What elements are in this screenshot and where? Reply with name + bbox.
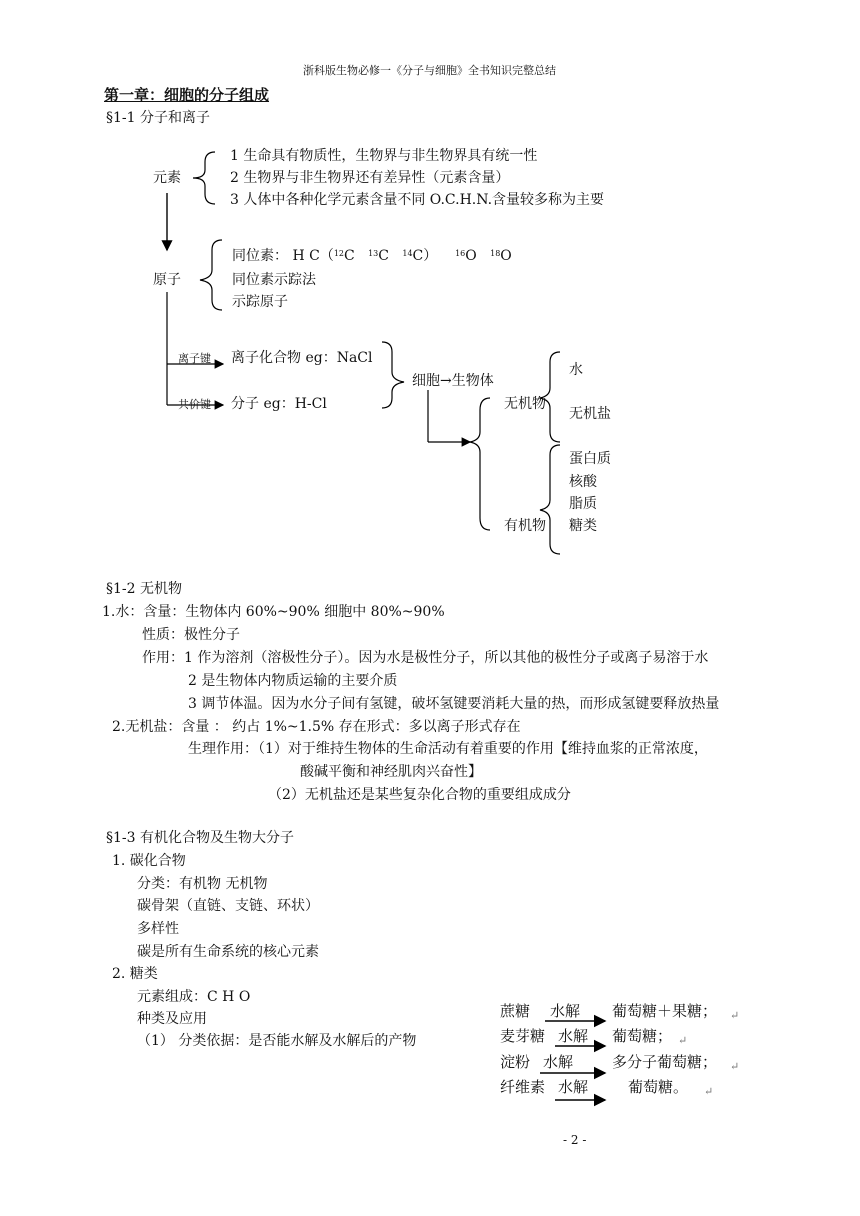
water-content: 1.水：含量：生物体内 60%~90% 细胞中 80%~90% (102, 604, 445, 620)
carbon-line-2: 碳骨架（直链、支链、环状） (137, 898, 319, 914)
section-1-3-heading: §1-3 有机化合物及生物大分子 (106, 830, 294, 846)
sugar-line-1: 元素组成：C H O (137, 989, 251, 1005)
carbon-line-3: 多样性 (137, 921, 179, 937)
element-point-1: 1 生命具有物质性，生物界与非生物界具有统一性 (230, 148, 538, 164)
section-1-2-heading: §1-2 无机物 (106, 581, 182, 597)
carbon-line-4: 碳是所有生命系统的核心元素 (137, 944, 319, 960)
reaction-2-reactant: 麦芽糖 (500, 1027, 546, 1045)
organic-brace (540, 445, 560, 554)
element-label: 元素 (153, 170, 181, 186)
reaction-4-reactant: 纤维素 (500, 1078, 546, 1096)
reaction-2-condition: 水解 (558, 1027, 589, 1045)
return-mark-2: ↵ (678, 1034, 688, 1047)
reaction-2-product: 葡萄糖； (612, 1027, 673, 1045)
organic-item-sugar: 糖类 (569, 518, 597, 534)
class-brace (470, 398, 490, 530)
organic-item-protein: 蛋白质 (569, 451, 611, 467)
reaction-4-condition: 水解 (558, 1078, 589, 1096)
element-brace (193, 152, 215, 204)
carbon-line-1: 分类：有机物 无机物 (137, 876, 268, 892)
reaction-4-product: 葡萄糖。 (628, 1078, 689, 1096)
element-point-2: 2 生物界与非生物界还有差异性（元素含量） (230, 170, 510, 186)
reaction-1-condition: 水解 (550, 1002, 581, 1020)
reaction-1-reactant: 蔗糖 (500, 1002, 531, 1020)
water-nature: 性质：极性分子 (142, 627, 240, 643)
salt-content: 2.无机盐：含量 ： 约占 1%~1.5% 存在形式：多以离子形式存在 (112, 719, 521, 735)
cell-to-organism: 细胞→生物体 (412, 373, 494, 389)
isotope-line: 同位素： H C（$^{12}$C $^{13}$C $^{14}$C） $^{16}$O $^{18}$O (232, 248, 512, 264)
salt-physiology-1b: 酸碱平衡和神经肌肉兴奋性】 (300, 764, 482, 780)
reaction-3-reactant: 淀粉 (500, 1053, 531, 1071)
water-function-3: 3 调节体温。因为水分子间有氢键，破坏氢键要消耗大量的热，而形成氢键要释放热量 (188, 696, 720, 712)
chapter-title: 第一章：细胞的分子组成 (104, 86, 270, 104)
return-mark-3: ↵ (730, 1060, 740, 1073)
water-function-2: 2 是生物体内物质运输的主要介质 (188, 673, 398, 689)
compound-brace (382, 342, 404, 408)
carbon-compounds-heading: 1. 碳化合物 (112, 853, 186, 869)
reaction-3-condition: 水解 (543, 1053, 574, 1071)
molecule: 分子 eg：H-Cl (231, 396, 327, 412)
return-mark-4: ↵ (704, 1085, 714, 1098)
sugar-heading: 2. 糖类 (112, 966, 158, 982)
reaction-3-product: 多分子葡萄糖； (612, 1053, 718, 1071)
element-point-3: 3 人体中各种化学元素含量不同 O.C.H.N.含量较多称为主要 (230, 192, 605, 208)
covalent-bond-label: 共价键 (178, 398, 211, 411)
salt-physiology-2: （2）无机盐还是某些复杂化合物的重要组成成分 (268, 787, 571, 803)
organic-label: 有机物 (504, 518, 546, 534)
reaction-1-product: 葡萄糖＋果糖； (612, 1002, 718, 1020)
salt-physiology-1: 生理作用：（1）对于维持生物体的生命活动有着重要的作用【维持血浆的正常浓度， (188, 741, 708, 757)
inorganic-item-water: 水 (569, 362, 583, 378)
tracer-method: 同位素示踪法 (232, 272, 316, 288)
inorganic-item-salt: 无机盐 (569, 406, 611, 422)
tracer-atom: 示踪原子 (232, 294, 288, 310)
ionic-bond-label: 离子键 (178, 352, 211, 365)
inorganic-label: 无机物 (504, 396, 546, 412)
section-1-1-heading: §1-1 分子和离子 (106, 110, 210, 126)
water-function-1: 作用：1 作为溶剂（溶极性分子）。因为水是极性分子，所以其他的极性分子或离子易溶于水 (142, 650, 709, 666)
page-number: - 2 - (563, 1133, 587, 1147)
sugar-line-3: （1） 分类依据：是否能水解及水解后的产物 (137, 1033, 417, 1049)
sugar-line-2: 种类及应用 (137, 1011, 207, 1027)
organic-item-nucleic-acid: 核酸 (569, 474, 597, 490)
atom-brace (200, 240, 222, 310)
return-mark-1: ↵ (730, 1009, 740, 1022)
ionic-compound: 离子化合物 eg：NaCl (231, 350, 373, 366)
organic-item-lipid: 脂质 (569, 496, 597, 512)
running-header: 浙科版生物必修一《分子与细胞》全书知识完整总结 (303, 64, 556, 77)
atom-label: 原子 (153, 272, 181, 288)
